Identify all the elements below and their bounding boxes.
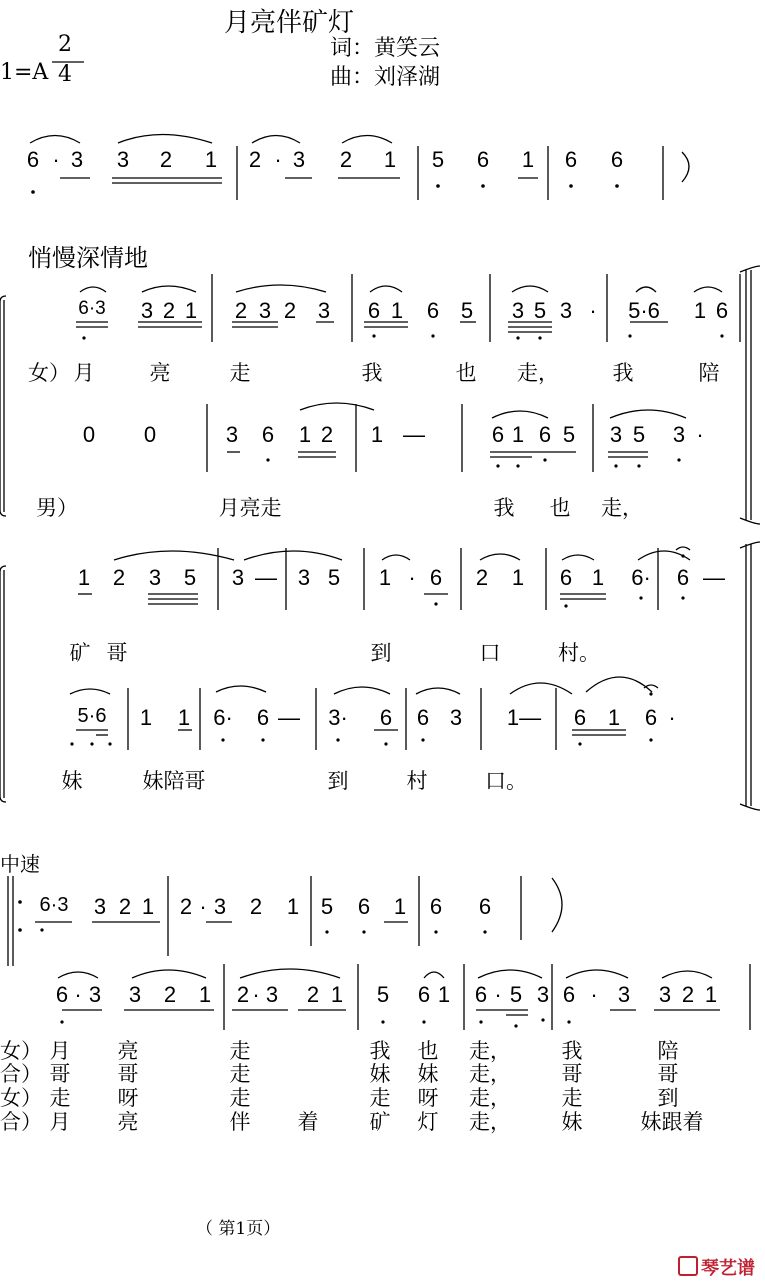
note: 6·3	[39, 894, 69, 916]
note: 1	[177, 705, 191, 730]
note: 6	[610, 147, 624, 172]
lyric: 到	[657, 1086, 679, 1110]
lyric: 走	[229, 361, 251, 385]
note: 5	[460, 298, 474, 323]
lyric: 走，	[517, 361, 559, 385]
lyric: 走，	[469, 1110, 511, 1134]
note: 1	[607, 705, 621, 730]
note: 3·	[328, 705, 348, 730]
note: 1—	[506, 705, 542, 730]
note: 2	[249, 894, 263, 919]
note: 3	[116, 147, 130, 172]
note: 3	[672, 422, 686, 447]
note: 2	[118, 894, 132, 919]
lyric: 着	[297, 1110, 319, 1134]
note: 1	[383, 147, 397, 172]
lyric: 妹	[417, 1062, 439, 1086]
lyric: 月亮走	[218, 496, 282, 520]
lyric: 呀	[117, 1086, 139, 1110]
lyric: 走	[229, 1062, 251, 1086]
note: 1	[393, 894, 407, 919]
note: 3	[449, 705, 463, 730]
verse-label: 合）	[0, 1062, 42, 1086]
note: 2	[112, 565, 126, 590]
note: 3	[609, 422, 623, 447]
lyric: 伴	[229, 1110, 251, 1134]
lyric: 妹	[561, 1110, 583, 1134]
note: 6	[26, 147, 40, 172]
note: 6	[256, 705, 270, 730]
note: 6	[562, 982, 576, 1007]
expression-marking: 悄慢深情地	[28, 244, 148, 272]
lyric: 哥	[117, 1062, 139, 1086]
composer: 曲：刘泽湖	[330, 65, 441, 90]
note: 3	[265, 982, 279, 1007]
lyric: 哥	[561, 1062, 583, 1086]
note: 2	[320, 422, 334, 447]
lyric: 我	[493, 496, 515, 520]
note: 6	[491, 422, 505, 447]
note-dot: ·	[199, 894, 207, 919]
note: 3	[297, 565, 311, 590]
lyric: 月	[49, 1039, 71, 1063]
note: 3	[317, 298, 331, 323]
lyric: 也	[549, 496, 571, 520]
time-signature-bottom: 4	[58, 62, 72, 87]
lyric: 走，	[601, 496, 643, 520]
note: 3	[93, 894, 107, 919]
lyric: 月	[49, 1110, 71, 1134]
note: 6	[417, 982, 431, 1007]
note: 2	[159, 147, 173, 172]
note: 1	[378, 565, 392, 590]
note: 2	[339, 147, 353, 172]
note: 1	[184, 298, 198, 323]
lyric: 妹	[369, 1062, 391, 1086]
note: 1	[330, 982, 344, 1007]
note-dot: ·	[252, 982, 260, 1007]
note: 6	[644, 705, 658, 730]
lyric: 走	[49, 1086, 71, 1110]
note: 6	[261, 422, 275, 447]
note: 5	[183, 565, 197, 590]
note: 1	[511, 565, 525, 590]
note-dot: ·	[408, 565, 416, 590]
lyric: 妹跟着	[640, 1110, 704, 1134]
lyric: 哥	[106, 641, 128, 665]
note-dot: ·	[590, 982, 598, 1007]
lyric: 陪	[698, 361, 720, 385]
lyric: 走	[561, 1086, 583, 1110]
note: 2	[248, 147, 262, 172]
note-dot: ·	[274, 147, 282, 172]
note: 5	[632, 422, 646, 447]
note: 6	[538, 422, 552, 447]
lyric: 亮	[117, 1039, 139, 1063]
note: 6	[478, 894, 492, 919]
note: 3	[213, 894, 227, 919]
lyric: 我	[369, 1039, 391, 1063]
note: 6	[367, 298, 381, 323]
note: 6	[573, 705, 587, 730]
lyric: 我	[561, 1039, 583, 1063]
lyric: 到	[327, 769, 349, 793]
note: —	[278, 705, 300, 730]
note: 2	[162, 298, 176, 323]
note: 6	[476, 147, 490, 172]
note: —	[255, 565, 277, 590]
note: 5·6	[628, 298, 660, 323]
note: 1	[704, 982, 718, 1007]
note-dot: ·	[696, 422, 704, 447]
system-4-graphics	[8, 876, 562, 966]
key-signature: 1=A	[0, 60, 49, 85]
note: 5	[533, 298, 547, 323]
note: 1	[77, 565, 91, 590]
lyric: 我	[612, 361, 634, 385]
lyric: 到	[370, 641, 392, 665]
note: 6	[559, 565, 573, 590]
note: 1	[370, 422, 384, 447]
note: 2	[234, 298, 248, 323]
lyric: 走	[229, 1039, 251, 1063]
lyric: 呀	[417, 1086, 439, 1110]
note: 1	[437, 982, 451, 1007]
note: 3	[88, 982, 102, 1007]
note: 1	[521, 147, 535, 172]
lyric: 矿	[69, 641, 91, 665]
note: 3	[617, 982, 631, 1007]
note-dot: ·	[74, 982, 82, 1007]
note: 3	[559, 298, 573, 323]
lyric: 也	[417, 1039, 439, 1063]
lyric: 走，	[469, 1086, 511, 1110]
note: 3	[292, 147, 306, 172]
lyric: 妹	[61, 769, 83, 793]
lyric: 走	[229, 1086, 251, 1110]
tempo-marking: 中速	[0, 852, 40, 876]
lyricist: 词：黄笑云	[330, 36, 441, 61]
system-1-graphics	[30, 135, 689, 201]
logo-text: 琴艺谱	[701, 1258, 755, 1279]
lyric: 走	[369, 1086, 391, 1110]
note: 3	[536, 982, 550, 1007]
note: 3	[70, 147, 84, 172]
voice-label-male: 男）	[36, 496, 78, 520]
system-2-graphics	[0, 266, 760, 524]
note: 6	[715, 298, 729, 323]
note: 1	[693, 298, 707, 323]
note: 3	[140, 298, 154, 323]
verse-label: 女）	[0, 1086, 42, 1110]
note: 1	[204, 147, 218, 172]
system-5-graphics	[55, 964, 750, 1030]
note: 6	[564, 147, 578, 172]
lyric: 口	[479, 641, 501, 665]
note: 3	[511, 298, 525, 323]
lyric: 走，	[469, 1039, 511, 1063]
note: 2	[163, 982, 177, 1007]
note: 2	[283, 298, 297, 323]
note: 1	[286, 894, 300, 919]
lyric: 月	[73, 361, 95, 385]
lyric: 我	[361, 361, 383, 385]
note: 1	[139, 705, 153, 730]
note: 3	[148, 565, 162, 590]
verse-label: 女）	[0, 1039, 42, 1063]
lyric: 矿	[369, 1110, 391, 1134]
lyric: 村	[406, 769, 428, 793]
note: 6	[357, 894, 371, 919]
note: 2	[179, 894, 193, 919]
note-dot: ·	[589, 298, 597, 323]
note: 2	[475, 565, 489, 590]
note: 0	[82, 422, 96, 447]
note: 1	[298, 422, 312, 447]
note: 5	[376, 982, 390, 1007]
note: 1	[390, 298, 404, 323]
note-dot: ·	[668, 705, 676, 730]
lyric: 哥	[49, 1062, 71, 1086]
lyric: 哥	[657, 1062, 679, 1086]
note: 1	[591, 565, 605, 590]
note: 6·3	[78, 298, 106, 319]
lyric: 村。	[558, 641, 600, 665]
lyric: 陪	[657, 1039, 679, 1063]
note: 1	[511, 422, 525, 447]
song-title: 月亮伴矿灯	[224, 8, 355, 38]
note: 6	[429, 894, 443, 919]
note: 3	[225, 422, 239, 447]
note: 6	[676, 565, 690, 590]
note: 6·	[213, 705, 233, 730]
note: 3	[658, 982, 672, 1007]
lyric: 亮	[117, 1110, 139, 1134]
note: 3	[128, 982, 142, 1007]
note: 2	[236, 982, 250, 1007]
lyric: 灯	[417, 1110, 439, 1134]
voice-label-female: 女）	[28, 361, 70, 385]
lyric: 妹陪哥	[142, 769, 206, 793]
note: 5	[327, 565, 341, 590]
page-number: （ 第1页）	[196, 1219, 281, 1239]
note-dot: ·	[52, 147, 60, 172]
note: 6	[55, 982, 69, 1007]
lyric: 亮	[149, 361, 171, 385]
note: 5	[562, 422, 576, 447]
note: —	[703, 565, 725, 590]
note: —	[403, 422, 425, 447]
note: 6	[429, 565, 443, 590]
note: 3	[258, 298, 272, 323]
lyric: 口。	[485, 769, 527, 793]
lyric: 走，	[469, 1062, 511, 1086]
lyric: 也	[455, 361, 477, 385]
time-signature-top: 2	[58, 32, 72, 57]
note: 6	[379, 705, 393, 730]
note: 2	[681, 982, 695, 1007]
note: 6	[474, 982, 488, 1007]
note: 6	[416, 705, 430, 730]
note: 0	[143, 422, 157, 447]
note-dot: ·	[494, 982, 502, 1007]
note: 1	[198, 982, 212, 1007]
system-3-graphics	[0, 542, 760, 810]
note: 6·	[631, 565, 651, 590]
note: 5	[431, 147, 445, 172]
note: 5	[320, 894, 334, 919]
note: 1	[141, 894, 155, 919]
note: 5	[509, 982, 523, 1007]
note: 6	[426, 298, 440, 323]
note: 5·6	[77, 705, 107, 727]
note: 3	[231, 565, 245, 590]
note: 2	[306, 982, 320, 1007]
verse-label: 合）	[0, 1110, 42, 1134]
